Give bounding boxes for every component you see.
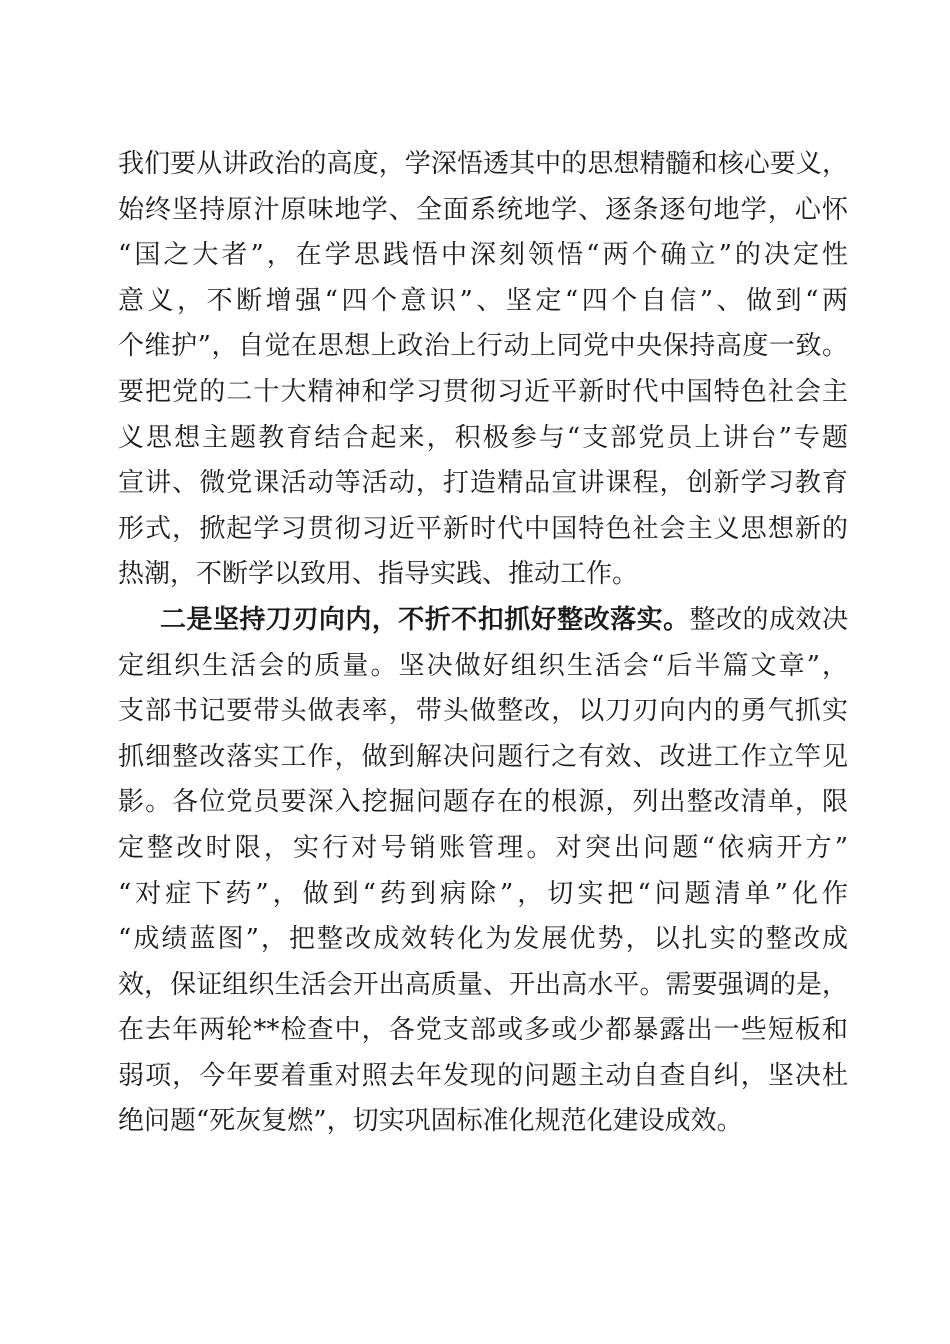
paragraph-1	[118, 142, 848, 598]
text-line: 义思想主题教育结合起来，积极参与“支部党员上讲台”专题	[118, 422, 848, 453]
text-line: 抓细整改落实工作，做到解决问题行之有效、改进工作立竿见	[118, 741, 848, 772]
text-line: 形式，掀起学习贯彻习近平新时代中国特色社会主义思想新的	[118, 513, 848, 544]
text-line: 弱项，今年要着重对照去年发现的问题主动自查自纠，坚决杜	[118, 1060, 848, 1091]
text-line: “国之大者”，在学思践悟中深刻领悟“两个确立”的决定性	[118, 240, 848, 271]
text-line: 定组织生活会的质量。坚决做好组织生活会“后半篇文章”，	[118, 650, 848, 681]
text-line: 个维护”，自觉在思想上政治上行动上同党中央保持高度一致。	[118, 331, 848, 362]
text-line: 要把党的二十大精神和学习贯彻习近平新时代中国特色社会主	[118, 376, 848, 407]
text-line: “对症下药”，做到“药到病除”，切实把“问题清单”化作	[118, 878, 848, 909]
text-line: 始终坚持原汁原味地学、全面系统地学、逐条逐句地学，心怀	[118, 194, 848, 225]
text-run: 整改的成效决	[689, 604, 848, 635]
document-body	[118, 142, 848, 1145]
text-line: 支部书记要带头做表率，带头做整改，以刀刃向内的勇气抓实	[118, 696, 848, 727]
paragraph-2	[118, 598, 848, 1145]
text-line: 我们要从讲政治的高度，学深悟透其中的思想精髓和核心要义，	[118, 149, 848, 179]
text-line: 在去年两轮**检查中，各党支部或多或少都暴露出一些短板和	[118, 1015, 848, 1046]
text-line: 热潮，不断学以致用、指导实践、推动工作。	[118, 559, 639, 590]
text-line: 意义，不断增强“四个意识”、坚定“四个自信”、做到“两	[118, 285, 848, 316]
text-line: 定整改时限，实行对号销账管理。对突出问题“依病开方”	[118, 832, 848, 863]
text-line: 绝问题“死灰复燃”，切实巩固标准化规范化建设成效。	[118, 1106, 743, 1137]
text-line: 影。各位党员要深入挖掘问题存在的根源，列出整改清单，限	[118, 787, 848, 818]
text-line: 宣讲、微党课活动等活动，打造精品宣讲课程，创新学习教育	[118, 468, 848, 499]
text-line: 效，保证组织生活会开出高质量、开出高水平。需要强调的是，	[118, 969, 848, 1000]
text-line-with-heading	[118, 598, 848, 644]
section-heading: 二是坚持刀刃向内，不折不扣抓好整改落实。	[160, 604, 690, 635]
text-line: “成绩蓝图”，把整改成效转化为发展优势，以扎实的整改成	[118, 924, 848, 955]
